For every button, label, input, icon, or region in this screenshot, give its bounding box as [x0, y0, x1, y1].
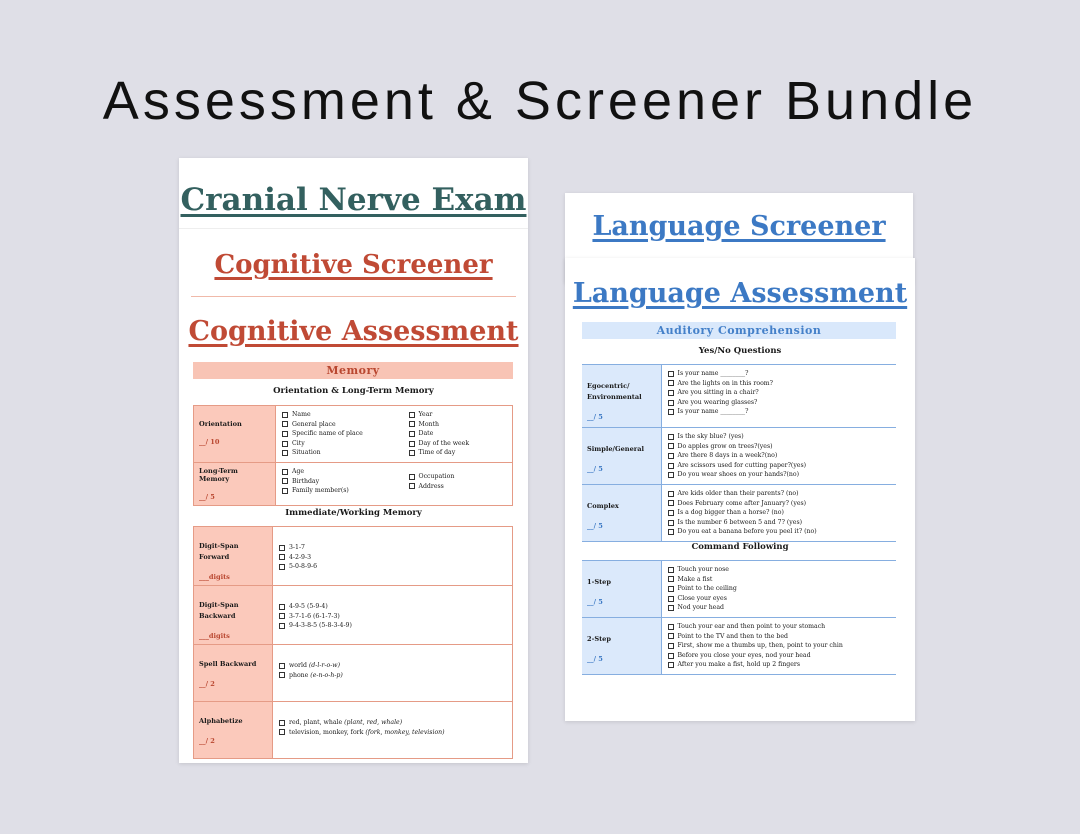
checklist-item: [279, 718, 506, 728]
checkbox[interactable]: [668, 491, 674, 497]
table-row: [582, 365, 896, 428]
item-text: Do you eat a banana before you peel it? (no): [677, 528, 817, 536]
checkbox[interactable]: [668, 567, 674, 573]
checklist-item: [279, 728, 506, 738]
table-row: [194, 527, 513, 586]
row-score: ___digits: [199, 573, 230, 581]
item-text: General place: [292, 420, 336, 428]
item-text: Day of the week: [418, 439, 470, 447]
row-score: ___digits: [199, 632, 230, 640]
row-items-cell: [661, 561, 896, 618]
item-text: Are you sitting in a chair?: [677, 389, 759, 397]
item-text: world (d-l-r-o-w): [289, 662, 341, 669]
checklist-item: [409, 439, 507, 449]
checklist-item: [279, 553, 506, 563]
checkbox[interactable]: [279, 613, 285, 619]
item-text: television, monkey, fork (fork, monkey, television): [289, 728, 445, 736]
item-text: Point to the ceiling: [677, 585, 737, 593]
language-assessment-title: Language Assessment: [572, 278, 908, 309]
row-label-cell: [194, 645, 273, 702]
checklist-item: [282, 420, 397, 430]
item-text: Touch your ear and then point to your stomach: [677, 623, 826, 630]
row-items-cell: [661, 485, 896, 542]
checkbox[interactable]: [279, 604, 285, 610]
orientation-col1: [276, 406, 403, 463]
checkbox[interactable]: [282, 412, 288, 418]
row-label: Orientation: [199, 420, 242, 428]
checkbox[interactable]: [668, 510, 674, 516]
checkbox[interactable]: [282, 450, 288, 456]
language-assessment-sheet: [565, 258, 915, 721]
checklist-item: [282, 467, 397, 477]
checklist-item: [279, 543, 506, 553]
checklist-item: [282, 486, 397, 496]
row-label: 1-Step: [587, 578, 611, 586]
item-text: Age: [292, 468, 305, 475]
row-score: __/ 2: [199, 737, 215, 745]
row-score: __/ 5: [587, 655, 603, 663]
bundle-title: Assessment & Screener Bundle: [102, 71, 978, 131]
table-row: [582, 618, 896, 675]
checkbox[interactable]: [668, 596, 674, 602]
row-label: Alphabetize: [199, 717, 243, 725]
item-text: Make a fist: [677, 575, 713, 583]
item-text: City: [292, 439, 305, 447]
row-label: Long-Term Memory: [199, 467, 238, 483]
item-text: 3-7-1-6 (6-1-7-3): [289, 612, 340, 620]
checkbox[interactable]: [409, 450, 415, 456]
row-label-cell: [582, 428, 661, 485]
checklist-item: [668, 575, 891, 585]
item-text: Date: [418, 430, 434, 438]
item-text: red, plant, whale (plant, red, whale): [289, 719, 403, 726]
checkbox[interactable]: [668, 472, 674, 478]
item-text: Name: [292, 411, 311, 418]
item-text: Before you close your eyes, nod your head: [677, 651, 811, 659]
item-text: 9-4-3-8-5 (5-8-3-4-9): [289, 622, 352, 630]
row-label-cell: [582, 561, 661, 618]
item-text: Specific name of place: [292, 430, 363, 438]
checkbox[interactable]: [668, 653, 674, 659]
row-score: __/ 5: [587, 413, 603, 421]
item-text: Are the lights on in this room?: [677, 379, 773, 387]
row-score: __/ 10: [199, 438, 220, 446]
item-text: Year: [418, 411, 433, 418]
checklist-item: [668, 369, 891, 379]
item-text: 3-1-7: [289, 544, 305, 551]
item-text: Are scissors used for cutting paper?(yes): [677, 461, 807, 469]
checklist-item: [668, 660, 891, 670]
item-text: Birthday: [292, 477, 320, 485]
checkbox[interactable]: [279, 672, 285, 678]
checkbox[interactable]: [668, 463, 674, 469]
item-text: phone (e-n-o-h-p): [289, 671, 343, 679]
checklist-item: [668, 584, 891, 594]
checklist-item: [409, 472, 507, 482]
checkbox[interactable]: [279, 729, 285, 735]
checklist-item: [279, 562, 506, 572]
checkbox[interactable]: [668, 371, 674, 377]
sheet-divider: [179, 228, 528, 229]
checkbox[interactable]: [668, 443, 674, 449]
row-label: Digit-Span Forward: [199, 542, 239, 561]
checkbox[interactable]: [668, 576, 674, 582]
checkbox[interactable]: [409, 421, 415, 427]
table-row: [194, 586, 513, 645]
checkbox[interactable]: [409, 412, 415, 418]
item-text: Is a dog bigger than a horse? (no): [677, 509, 784, 517]
item-text: Do you wear shoes on your hands?(no): [677, 471, 800, 479]
row-score: __/ 5: [587, 598, 603, 606]
checklist-item: [409, 410, 507, 420]
checkbox[interactable]: [282, 431, 288, 437]
row-items-cell: [273, 645, 513, 702]
table-row: [194, 702, 513, 759]
checkbox[interactable]: [282, 421, 288, 427]
row-label-cell: [582, 618, 661, 675]
checklist-item: [668, 470, 891, 480]
checkbox[interactable]: [279, 720, 285, 726]
checkbox[interactable]: [668, 586, 674, 592]
checklist-item: [668, 499, 891, 509]
long-term-col1: [276, 463, 403, 506]
row-label: Egocentric/ Environmental: [587, 382, 642, 401]
item-text: 4-2-9-3: [289, 553, 312, 561]
table-row: [582, 485, 896, 542]
checklist-item: [668, 489, 891, 499]
checkbox[interactable]: [282, 441, 288, 447]
checkbox[interactable]: [668, 434, 674, 440]
checklist-item: [282, 477, 397, 487]
checkbox[interactable]: [282, 469, 288, 475]
item-text: Is the number 6 between 5 and 7? (yes): [677, 518, 803, 526]
item-text: After you make a fist, hold up 2 fingers: [677, 661, 801, 669]
checklist-item: [282, 439, 397, 449]
checklist-item: [279, 612, 506, 622]
long-term-label-cell: [194, 463, 276, 506]
row-label: Complex: [587, 502, 619, 510]
item-text: Point to the TV and then to the bed: [677, 632, 788, 640]
cranial-nerve-title: Cranial Nerve Exam: [180, 182, 527, 218]
checklist-item: [409, 482, 507, 492]
row-score: __/ 5: [199, 493, 215, 501]
item-text: Does February come after January? (yes): [677, 499, 807, 507]
checklist-item: [279, 602, 506, 612]
checkbox[interactable]: [668, 633, 674, 639]
checkbox[interactable]: [668, 605, 674, 611]
row-label: Simple/General: [587, 445, 645, 453]
item-text: Is your name ________?: [677, 370, 749, 377]
checkbox[interactable]: [668, 380, 674, 386]
item-text: Are kids older than their parents? (no): [677, 490, 799, 497]
row-label-cell: [582, 365, 661, 428]
row-label-cell: [194, 702, 273, 759]
auditory-comprehension-bar: Auditory Comprehension: [582, 322, 896, 339]
row-items-cell: [661, 618, 896, 675]
table-row: [582, 561, 896, 618]
item-text: Do apples grow on trees?(yes): [677, 442, 773, 450]
checklist-item: [668, 622, 891, 632]
checklist-item: [279, 671, 506, 681]
working-memory-table: [193, 526, 513, 759]
item-text: Occupation: [418, 473, 455, 480]
checklist-item: [409, 420, 507, 430]
checklist-item: [668, 603, 891, 613]
item-text: Time of day: [418, 449, 456, 457]
command-table: [582, 560, 896, 675]
table-row: [582, 428, 896, 485]
checklist-item: [668, 461, 891, 471]
checklist-item: [668, 518, 891, 528]
row-score: __/ 5: [587, 522, 603, 530]
checklist-item: [279, 621, 506, 631]
orientation-col2: [403, 406, 513, 463]
checkbox[interactable]: [668, 624, 674, 630]
checkbox[interactable]: [279, 663, 285, 669]
item-text: Nod your head: [677, 604, 724, 612]
checklist-item: [668, 508, 891, 518]
item-text: Is your name ________?: [677, 408, 749, 416]
checklist-item: [668, 379, 891, 389]
row-score: __/ 5: [587, 465, 603, 473]
checklist-item: [668, 651, 891, 661]
item-text: Is the sky blue? (yes): [677, 433, 744, 440]
checklist-item: [282, 410, 397, 420]
checklist-item: [668, 388, 891, 398]
checkbox[interactable]: [668, 409, 674, 415]
checkbox[interactable]: [668, 529, 674, 535]
orientation-heading: Orientation & Long-Term Memory: [273, 386, 434, 396]
checklist-item: [668, 594, 891, 604]
item-text: Address: [418, 482, 444, 490]
checkbox[interactable]: [409, 474, 415, 480]
checkbox[interactable]: [279, 554, 285, 560]
item-text: 4-9-5 (5-9-4): [289, 603, 328, 610]
checkbox[interactable]: [668, 400, 674, 406]
cognitive-assessment-title: Cognitive Assessment: [188, 316, 519, 347]
long-term-col2: [403, 463, 513, 506]
checklist-item: [279, 661, 506, 671]
command-following-heading: Command Following: [691, 542, 789, 552]
cognitive-screener-title: Cognitive Screener: [214, 250, 493, 280]
checklist-item: [409, 429, 507, 439]
checkbox[interactable]: [279, 545, 285, 551]
item-text: Month: [418, 420, 440, 428]
row-score: __/ 2: [199, 680, 215, 688]
row-label: Digit-Span Backward: [199, 601, 239, 620]
checkbox[interactable]: [282, 478, 288, 484]
row-label: 2-Step: [587, 635, 611, 643]
row-items-cell: [273, 586, 513, 645]
orientation-label-cell: [194, 406, 276, 463]
item-text: Are you wearing glasses?: [677, 398, 758, 406]
checklist-item: [668, 442, 891, 452]
checkbox[interactable]: [279, 564, 285, 570]
checkbox[interactable]: [409, 441, 415, 447]
row-items-cell: [661, 428, 896, 485]
checkbox[interactable]: [668, 643, 674, 649]
orientation-table: [193, 405, 513, 506]
item-text: Close your eyes: [677, 594, 727, 602]
sheet-divider: [191, 296, 516, 297]
checklist-item: [668, 432, 891, 442]
memory-section-bar: Memory: [193, 362, 513, 379]
checkbox[interactable]: [282, 488, 288, 494]
yes-no-table: [582, 364, 896, 542]
item-text: Situation: [292, 449, 321, 457]
checklist-item: [668, 451, 891, 461]
checkbox[interactable]: [668, 662, 674, 668]
checkbox[interactable]: [409, 483, 415, 489]
row-label-cell: [194, 527, 273, 586]
row-items-cell: [273, 527, 513, 586]
checklist-item: [668, 398, 891, 408]
row-label-cell: [194, 586, 273, 645]
checkbox[interactable]: [668, 453, 674, 459]
checkbox[interactable]: [668, 390, 674, 396]
checklist-item: [282, 448, 397, 458]
checkbox[interactable]: [409, 431, 415, 437]
working-memory-heading: Immediate/Working Memory: [285, 508, 422, 518]
checklist-item: [409, 448, 507, 458]
row-label: Spell Backward: [199, 660, 257, 668]
checklist-item: [668, 632, 891, 642]
item-text: Are there 8 days in a week?(no): [677, 452, 778, 460]
row-label-cell: [582, 485, 661, 542]
checklist-item: [668, 407, 891, 417]
checkbox[interactable]: [279, 623, 285, 629]
row-items-cell: [661, 365, 896, 428]
cognitive-sheet-stack: [179, 158, 528, 763]
item-text: Family member(s): [292, 487, 349, 495]
checkbox[interactable]: [668, 520, 674, 526]
checklist-item: [668, 641, 891, 651]
language-screener-title: Language Screener: [592, 211, 886, 242]
checklist-item: [668, 527, 891, 537]
item-text: First, show me a thumbs up, then, point to your chin: [677, 642, 843, 650]
yes-no-heading: Yes/No Questions: [698, 346, 782, 356]
checkbox[interactable]: [668, 500, 674, 506]
item-text: 5-0-8-9-6: [289, 563, 318, 571]
checklist-item: [282, 429, 397, 439]
table-row: [194, 645, 513, 702]
item-text: Touch your nose: [677, 566, 729, 573]
checklist-item: [668, 565, 891, 575]
row-items-cell: [273, 702, 513, 759]
